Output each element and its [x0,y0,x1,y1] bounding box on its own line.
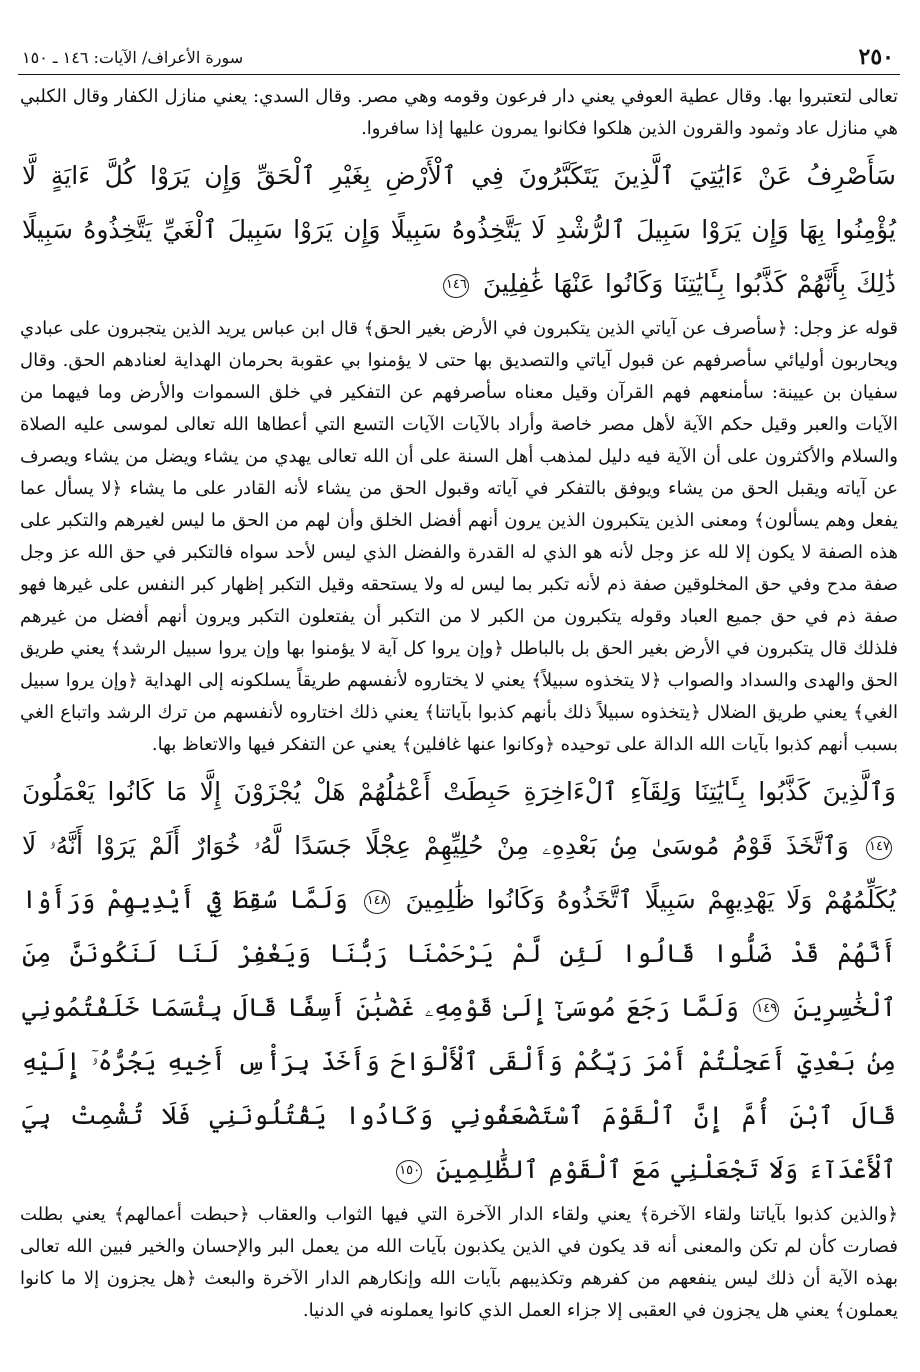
page-number: ٢٥٠ [858,44,894,70]
quran-verse-146 [18,149,900,311]
verse-text: وَلَمَّا رَجَعَ مُوسَىٰٓ إِلَىٰ قَوْمِهِۦ غَضْبَٰنَ أَسِفًا قَالَ بِئْسَمَا خَلَفْتُمُونِي مِنۢ بَعْدِيٓ أَعَجِلْتُمْ أَمْرَ رَبِّكُمْ وَأَلْقَى ٱلْأَلْوَاحَ وَأَخَذَ بِرَأْسِ أَخِيهِ يَجُرُّهُۥٓ إِلَيْهِ قَالَ ٱبْنَ أُمَّ إِنَّ ٱلْقَوْمَ ٱسْتَضْعَفُونِي وَكَادُوا يَقْتُلُونَنِي فَلَا تُشْمِتْ بِيَ ٱلْأَعْدَآءَ وَلَا تَجْعَلْنِي مَعَ ٱلْقَوْمِ ٱلظَّٰلِمِينَ [22,993,896,1184]
verse-number-marker: ١٤٨ [364,890,390,914]
page-header [18,40,900,75]
commentary-paragraph-146: قوله عز وجل: ﴿سأصرف عن آياتي الذين يتكبرون في الأرض بغير الحق﴾ قال ابن عباس يريد الذين يتجبرون على عبادي ويحاربون أوليائي سأصرفهم عن قبول آياتي والتصديق بها حتى لا يؤمنوا بي عقوبة بحرمان الهداية لعنادهم الحق. وقال سفيان بن عيينة: سأمنعهم فهم القرآن وقيل معناه سأصرفهم عن التفكير في خلق السموات والأرض وما فيهما من الآيات والعبر وقيل حكم الآية لأهل مصر خاصة وأراد بالآيات الآيات التسع التي أعطاها الله تعالى لموسى عليه الصلاة والسلام والأكثرون على أن الآية فيه دليل لمذهب أهل السنة على أن الله تعالى يهدي من يشاء ويضل من يشاء ويصرف عن آياته ويقبل الحق من يشاء ويوفق بالتفكر في آياته وقبول الحق من يشاء لأنه القادر على ما يشاء ﴿لا يسأل عما يفعل وهم يسألون﴾ ومعنى الذين يتكبرون الذين يرون أنهم أفضل الخلق وأن لهم من الحق ما ليس لغيرهم والتكبر على هذه الصفة لا يكون إلا لله عز وجل لأنه هو الذي له القدرة والفضل الذي ليس لأحد سواه فالتكبر في حق الله عز وجل صفة مدح وفي حق المخلوقين صفة ذم لأنه تكبر بما ليس له ولا يستحقه وقيل التكبر إظهار كبر النفس على غيرها فهو صفة ذم في حق جميع العباد وقوله يتكبرون من الكبر لا من التكبر أن يفتعلون التكبر ويرون أنهم أفضل من غيرهم فلذلك قال يتكبرون في الأرض بغير الحق بل بالباطل ﴿وإن يروا كل آية لا يؤمنوا بها وإن يروا سبيل الرشد﴾ يعني طريق الحق والهدى والسداد والصواب ﴿لا يتخذوه سبيلاً﴾ يعني لا يختاروه لأنفسهم طريقاً يسلكونه إلى الهداية ﴿وإن يروا سبيل الغي﴾ يعني طريق الضلال ﴿يتخذوه سبيلاً ذلك بأنهم كذبوا بآياتنا﴾ يعني ذلك اختاروه لأنفسهم من ترك الرشد واتباع الغي بسبب أنهم كذبوا بآيات الله الدالة على توحيده ﴿وكانوا عنها غافلين﴾ يعني عن التفكر فيها والاتعاظ بها. [20,318,899,755]
intro-paragraph: تعالى لتعتبروا بها. وقال عطية العوفي يعني دار فرعون وقومه وهي مصر. وقال السدي: يعني منازل الكفار وقال الكلبي هي منازل عاد وثمود والقرون الذين هلكوا فكانوا يمرون عليها إذا سافروا. [20,86,898,139]
commentary-paragraph-147: ﴿والذين كذبوا بآياتنا ولقاء الآخرة﴾ يعني ولقاء الدار الآخرة التي فيها الثواب والعقاب ﴿حبطت أعمالهم﴾ يعني بطلت فصارت كأن لم تكن والمعنى أنه قد يكون في الذين يكذبون بآيات الله من يعمل البر والإحسان والخير فبين الله تعالى بهذه الآية أن ذلك ليس ينفعهم من كفرهم وتكذيبهم بآيات الله وإنكارهم الدار الآخرة والبعث ﴿هل يجزون إلا ما كانوا يعملون﴾ يعني هل يجزون في العقبى إلا جزاء العمل الذي كانوا يعملونه في الدنيا. [20,1204,899,1321]
page-body [18,81,900,1327]
verse-text: وَٱلَّذِينَ كَذَّبُوا بِـَٔايَٰتِنَا وَلِقَآءِ ٱلْءَاخِرَةِ حَبِطَتْ أَعْمَٰلُهُمْ هَلْ يُجْزَوْنَ إِلَّا مَا كَانُوا يَعْمَلُونَ [22,777,896,806]
verse-text: سَأَصْرِفُ عَنْ ءَايَٰتِيَ ٱلَّذِينَ يَتَكَبَّرُونَ فِي ٱلْأَرْضِ بِغَيْرِ ٱلْحَقِّ وَإِن يَرَوْا كُلَّ ءَايَةٍ لَّا يُؤْمِنُوا بِهَا وَإِن يَرَوْا سَبِيلَ ٱلرُّشْدِ لَا يَتَّخِذُوهُ سَبِيلًا وَإِن يَرَوْا سَبِيلَ ٱلْغَيِّ يَتَّخِذُوهُ سَبِيلًا ذَٰلِكَ بِأَنَّهُمْ كَذَّبُوا بِـَٔايَٰتِنَا وَكَانُوا عَنْهَا غَٰفِلِينَ [22,161,896,298]
verse-number-marker: ١٤٧ [866,836,892,860]
verse-number-marker: ١٤٦ [443,274,469,298]
quran-verses-147-150 [18,765,900,1197]
verse-text: وَلَمَّا سُقِطَ فِيٓ أَيْدِيهِمْ وَرَأَوْا أَنَّهُمْ قَدْ ضَلُّوا قَالُوا لَئِن لَّمْ يَرْحَمْنَا رَبُّنَا وَيَغْفِرْ لَنَا لَنَكُونَنَّ مِنَ ٱلْخَٰسِرِينَ [22,885,896,1022]
running-title: سورة الأعراف/ الآيات: ١٤٦ ـ ١٥٠ [22,48,244,67]
verse-number-marker: ١٥٠ [396,1160,422,1184]
verse-number-marker: ١٤٩ [753,998,779,1022]
book-page [18,40,900,1327]
verse-text: وَٱتَّخَذَ قَوْمُ مُوسَىٰ مِنۢ بَعْدِهِۦ مِنْ حُلِيِّهِمْ عِجْلًا جَسَدًا لَّهُۥ خُوَارٌ أَلَمْ يَرَوْا أَنَّهُۥ لَا يُكَلِّمُهُمْ وَلَا يَهْدِيهِمْ سَبِيلًا ٱتَّخَذُوهُ وَكَانُوا ظَٰلِمِينَ [22,831,897,914]
